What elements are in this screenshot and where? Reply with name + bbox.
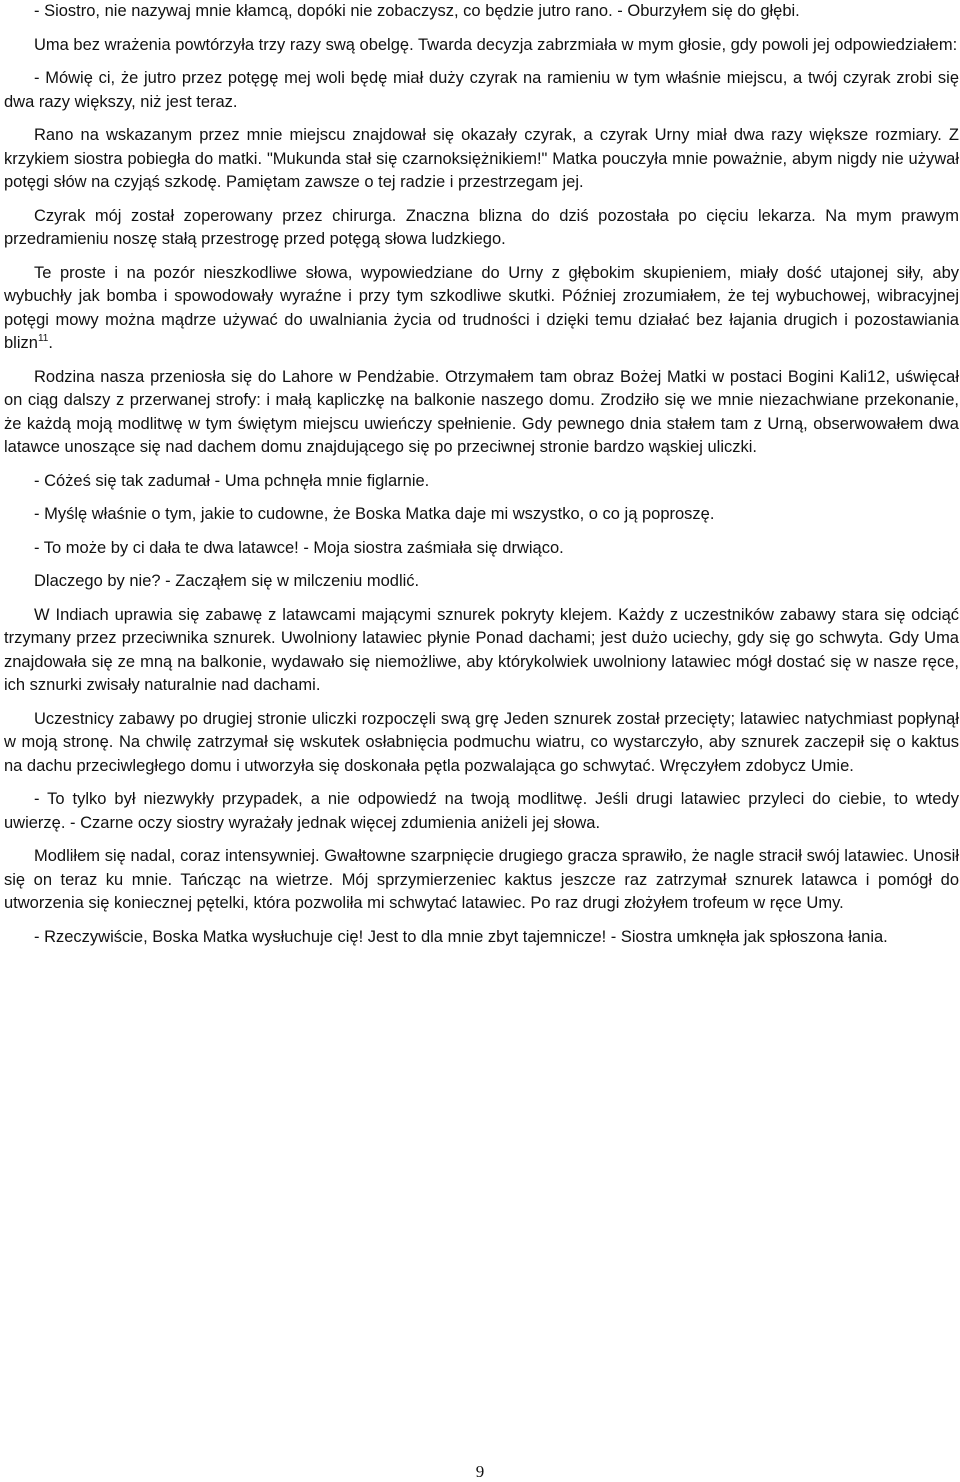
paragraph: Uczestnicy zabawy po drugiej stronie uliczki rozpoczęli swą grę Jeden sznurek został przecięty; latawiec natychmiast popłynął w moją stronę. Na chwilę zatrzymał się wskutek osłabnięcia podmuchu wiatru, co wystarczyło, aby sznurek zaczepił się o kaktus na dachu przeciwległego domu i utworzyła się doskonała pętla pozwalająca go schwytać. Wręczyłem zdobycz Umie.: [4, 709, 959, 775]
paragraph: - Siostro, nie nazywaj mnie kłamcą, dopóki nie zobaczysz, co będzie jutro rano. - Oburzyłem się do głębi.: [34, 2, 800, 20]
paragraph-text: Te proste i na pozór nieszkodliwe słowa, wypowiedziane do Urny z głębokim skupieniem, miały dość utajonej siły, aby wybuchły jak bomba i spowodowały wyraźne i przy tym szkodliwe skutki. Później zrozumiałem, że tej wybuchowej, wibracyjnej potęgi mowy można mądrze używać do uwalniania życia od trudności i dzięki temu działać bez łajania drugich i pozostawiania blizn: [4, 263, 959, 352]
paragraph: - Cóżeś się tak zadumał - Uma pchnęła mnie figlarnie.: [34, 471, 430, 490]
paragraph: - Rzeczywiście, Boska Matka wysłuchuje cię! Jest to dla mnie zbyt tajemnicze! - Siostra umknęła jak spłoszona łania.: [34, 927, 888, 946]
footnote-reference[interactable]: 11: [37, 333, 49, 344]
paragraph: Rano na wskazanym przez mnie miejscu znajdował się okazały czyrak, a czyrak Urny miał dwa razy większe rozmiary. Z krzykiem siostra pobiegła do matki. "Mukunda stał się czarnoksiężnikiem!" Matka pouczyła mnie poważnie, abym nigdy nie używał potęgi słów na czyjąś szkodę. Pamiętam zawsze o tej radzie i przestrzegam jej.: [4, 126, 959, 191]
paragraph: Dlaczego by nie? - Zacząłem się w milczeniu modlić.: [34, 572, 420, 590]
paragraph: Uma bez wrażenia powtórzyła trzy razy swą obelgę. Twarda decyzja zabrzmiała w mym głosie, gdy powoli jej odpowiedziałem:: [34, 35, 958, 54]
paragraph: - Mówię ci, że jutro przez potęgę mej woli będę miał duży czyrak na ramieniu w tym właśnie miejscu, a twój czyrak zrobi się dwa razy większy, niż jest teraz.: [4, 69, 959, 111]
paragraph: - To tylko był niezwykły przypadek, a nie odpowiedź na twoją modlitwę. Jeśli drugi latawiec przyleci do ciebie, to wtedy uwierzę. - Czarne oczy siostry wyrażały jednak więcej zdumienia aniżeli jej słowa.: [4, 790, 959, 832]
paragraph: - To może by ci dała te dwa latawce! - Moja siostra zaśmiała się drwiąco.: [34, 538, 564, 557]
paragraph: W Indiach uprawia się zabawę z latawcami mającymi sznurek pokryty klejem. Każdy z uczestników zabawy stara się odciąć trzymany przez przeciwnika sznurek. Uwolniony latawiec płynie Ponad dachami; jest dużo uciechy, gdy się go schwyta. Gdy Uma znajdowała się ze mną na balkonie, wydawało się niemożliwe, aby którykolwiek uwolniony latawiec mógł dostać się w nasze ręce, ich sznurki zwisały naturalnie nad dachami.: [4, 605, 959, 694]
paragraph: Rodzina nasza przeniosła się do Lahore w Pendżabie. Otrzymałem tam obraz Bożej Matki w postaci Bogini Kali12, uświęcał on ciąg dalszy z przerwanej strofy: i małą kapliczkę na balkonie naszego domu. Zrodziło się we mnie niezachwiane przekonanie, że każdą moją modlitwę w tym świętym miejscu uwieńczy spełnienie. Gdy pewnego dnia stałem tam z Urną, obserwowałem dwa latawce unoszące się nad dachem domu znajdującego się po przeciwnej stronie bardzo wąskiej uliczki.: [4, 367, 959, 456]
paragraph: Czyrak mój został zoperowany przez chirurga. Znaczna blizna do dziś pozostała po cięciu lekarza. Na mym prawym przedramieniu noszę stałą przestrogę przed potęgą słowa ludzkiego.: [4, 206, 959, 248]
paragraph: - Myślę właśnie o tym, jakie to cudowne, że Boska Matka daje mi wszystko, o co ją poproszę.: [34, 505, 715, 523]
body-text: [4, 0, 959, 959]
paragraph: Modliłem się nadal, coraz intensywniej. Gwałtowne szarpnięcie drugiego gracza sprawiło, że nagle stracił swój latawiec. Unosił się on teraz ku mnie. Tańcząc na wietrze. Mój sprzymierzeniec kaktus jeszcze raz zatrzymał sznurek latawca i pomógł do utworzenia się koniecznej pętelki, która pozwoliła mi schwytać latawiec. Po raz drugi złożyłem trofeum w ręce Umy.: [4, 847, 959, 912]
page-number: 9: [475, 1462, 485, 1481]
paragraph-end: .: [48, 334, 53, 352]
paragraph-with-footnote: [4, 262, 959, 356]
